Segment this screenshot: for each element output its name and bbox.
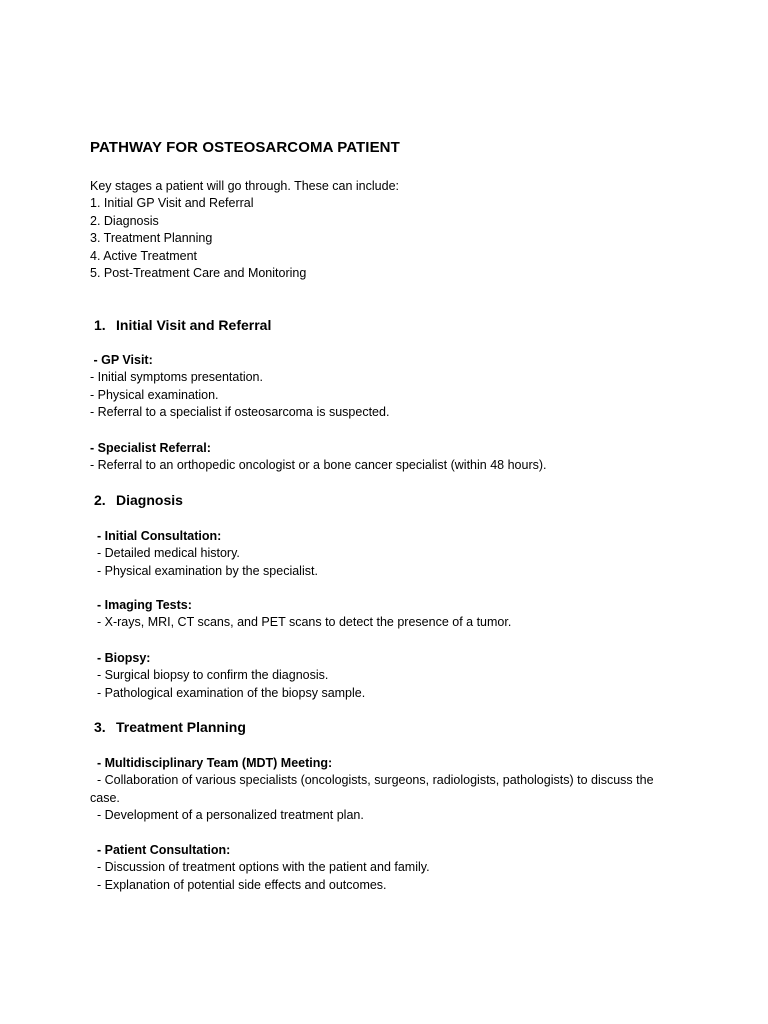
list-item: - X-rays, MRI, CT scans, and PET scans to detect the presence of a tumor. [97,615,512,630]
document-title: PATHWAY FOR OSTEOSARCOMA PATIENT [90,139,400,156]
list-item: - Explanation of potential side effects and outcomes. [97,877,387,892]
group-subheading: - Imaging Tests: [97,598,192,612]
group-subheading: - Biopsy: [97,651,151,665]
group-subheading: - Patient Consultation: [97,843,231,857]
intro-stage-1: 1. Initial GP Visit and Referral [90,196,254,211]
list-item: - Collaboration of various specialists (oncologists, surgeons, radiologists, pathologists) to discuss the case. [90,773,654,805]
section-number: 1. [94,317,106,333]
section-title: Diagnosis [116,492,183,508]
list-item: - Pathological examination of the biopsy sample. [97,685,366,700]
list-item: - Development of a personalized treatment plan. [97,808,364,823]
intro-stage-5: 5. Post-Treatment Care and Monitoring [90,266,307,281]
gp-visit-group [90,352,670,422]
section-heading-diagnosis [94,492,183,508]
section-title: Treatment Planning [116,719,246,735]
specialist-referral-group [90,440,670,475]
list-item: - Initial symptoms presentation. [90,370,263,385]
intro-block [90,178,399,282]
group-subheading: - GP Visit: [90,353,153,367]
list-item: - Detailed medical history. [97,546,240,561]
biopsy-group [90,650,677,702]
group-subheading: - Specialist Referral: [90,441,211,455]
patient-consultation-group [90,842,677,894]
group-subheading: - Multidisciplinary Team (MDT) Meeting: [97,756,333,770]
section-number: 2. [94,492,106,508]
list-item: - Referral to a specialist if osteosarcoma is suspected. [90,405,390,420]
intro-stage-2: 2. Diagnosis [90,213,159,228]
imaging-tests-group [90,597,677,632]
list-item: - Physical examination. [90,387,219,402]
initial-consultation-group [90,528,677,580]
section-title: Initial Visit and Referral [116,317,272,333]
list-item: - Surgical biopsy to confirm the diagnosis. [97,668,329,683]
intro-stage-4: 4. Active Treatment [90,248,197,263]
list-item: - Physical examination by the specialist. [97,563,318,578]
intro-stage-3: 3. Treatment Planning [90,231,213,246]
section-heading-initial-visit [94,317,271,333]
list-item: - Referral to an orthopedic oncologist or a bone cancer specialist (within 48 hours). [90,458,547,473]
list-item: - Discussion of treatment options with the patient and family. [97,860,430,875]
section-heading-treatment-planning [94,719,246,735]
section-number: 3. [94,719,106,735]
group-subheading: - Initial Consultation: [97,529,222,543]
intro-lead: Key stages a patient will go through. These can include: [90,179,399,193]
mdt-meeting-group [90,755,670,825]
